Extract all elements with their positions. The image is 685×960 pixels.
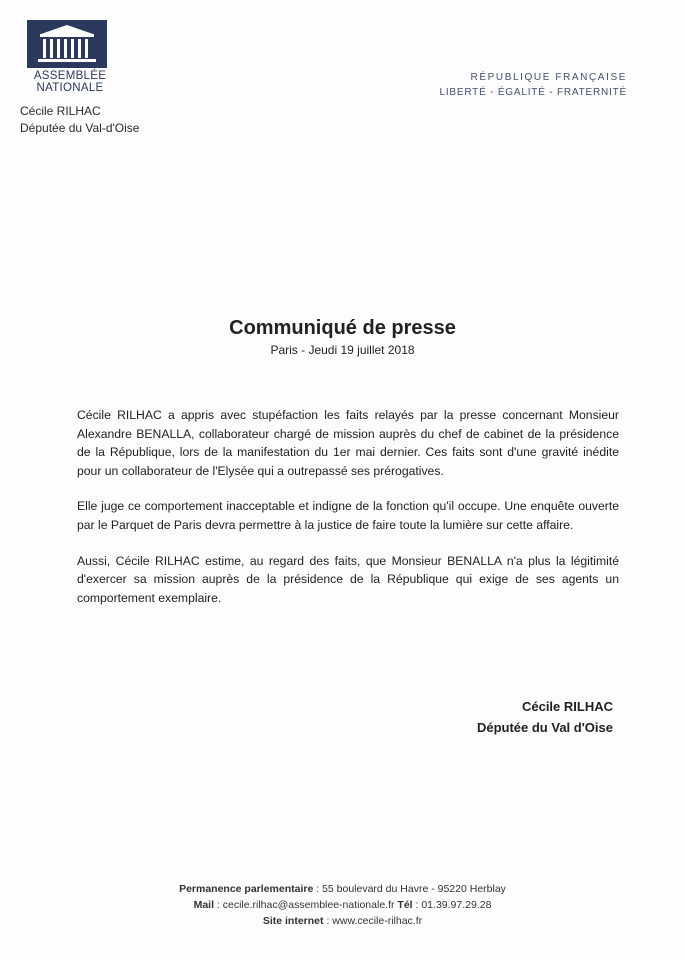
body-paragraph-3: Aussi, Cécile RILHAC estime, au regard des faits, que Monsieur BENALLA n'a plus la légitimité d'exercer sa mission auprès de la présidence de la République qui exige de ses agents un comportement exemplaire. — [77, 553, 619, 605]
body-paragraph-2: Elle juge ce comportement inacceptable et indigne de la fonction qu'il occupe. Une enquête ouverte par le Parquet de Paris devra permettre à la justice de faire toute la lumière sur cette affaire. — [77, 499, 619, 532]
press-release-body — [77, 406, 619, 624]
site-value[interactable]: : www.cecile-rilhac.fr — [323, 915, 423, 927]
logo-line-2: NATIONALE — [36, 82, 104, 94]
republic-motto: LIBERTÉ - ÉGALITÉ - FRATERNITÉ — [439, 87, 627, 98]
logo-line-1: ASSEMBLÉE — [33, 70, 107, 82]
deputy-name: Cécile RILHAC — [20, 104, 101, 118]
footer-site-line — [0, 913, 685, 929]
tel-label: Tél — [397, 899, 413, 911]
signature-role: Députée du Val d'Oise — [476, 720, 613, 735]
dateline: Paris - Jeudi 19 juillet 2018 — [270, 343, 415, 357]
body-paragraph-1: Cécile RILHAC a appris avec stupéfaction les faits relayés par la presse concernant Monsieur Alexandre BENALLA, collaborateur chargé de mission auprès du chef de cabinet de la présidence de la République, lors de la manifestation du 1er mai dernier. Ces faits sont d'une gravité inédite pour un collaborateur de l'Elysée qui a outrepassé ses prérogatives. — [77, 408, 619, 478]
footer-contact-line — [0, 897, 685, 913]
office-label: Permanence parlementaire — [179, 883, 314, 895]
footer-office-line — [0, 881, 685, 897]
office-value: : 55 boulevard du Havre - 95220 Herblay — [313, 883, 506, 895]
logo-text — [18, 70, 122, 94]
mail-value[interactable]: : cecile.rilhac@assemblee-nationale.fr — [214, 899, 398, 911]
tel-value: : 01.39.97.29.28 — [412, 899, 492, 911]
deputy-title: Députée du Val-d'Oise — [20, 121, 140, 135]
mail-label: Mail — [193, 899, 214, 911]
building-icon — [27, 20, 107, 68]
footer-contact — [0, 881, 685, 929]
signature-name: Cécile RILHAC — [521, 699, 613, 714]
page-title: Communiqué de presse — [229, 317, 456, 339]
site-label: Site internet — [262, 915, 324, 927]
assemblee-nationale-logo — [27, 20, 107, 68]
republic-label: RÉPUBLIQUE FRANÇAISE — [470, 72, 627, 83]
